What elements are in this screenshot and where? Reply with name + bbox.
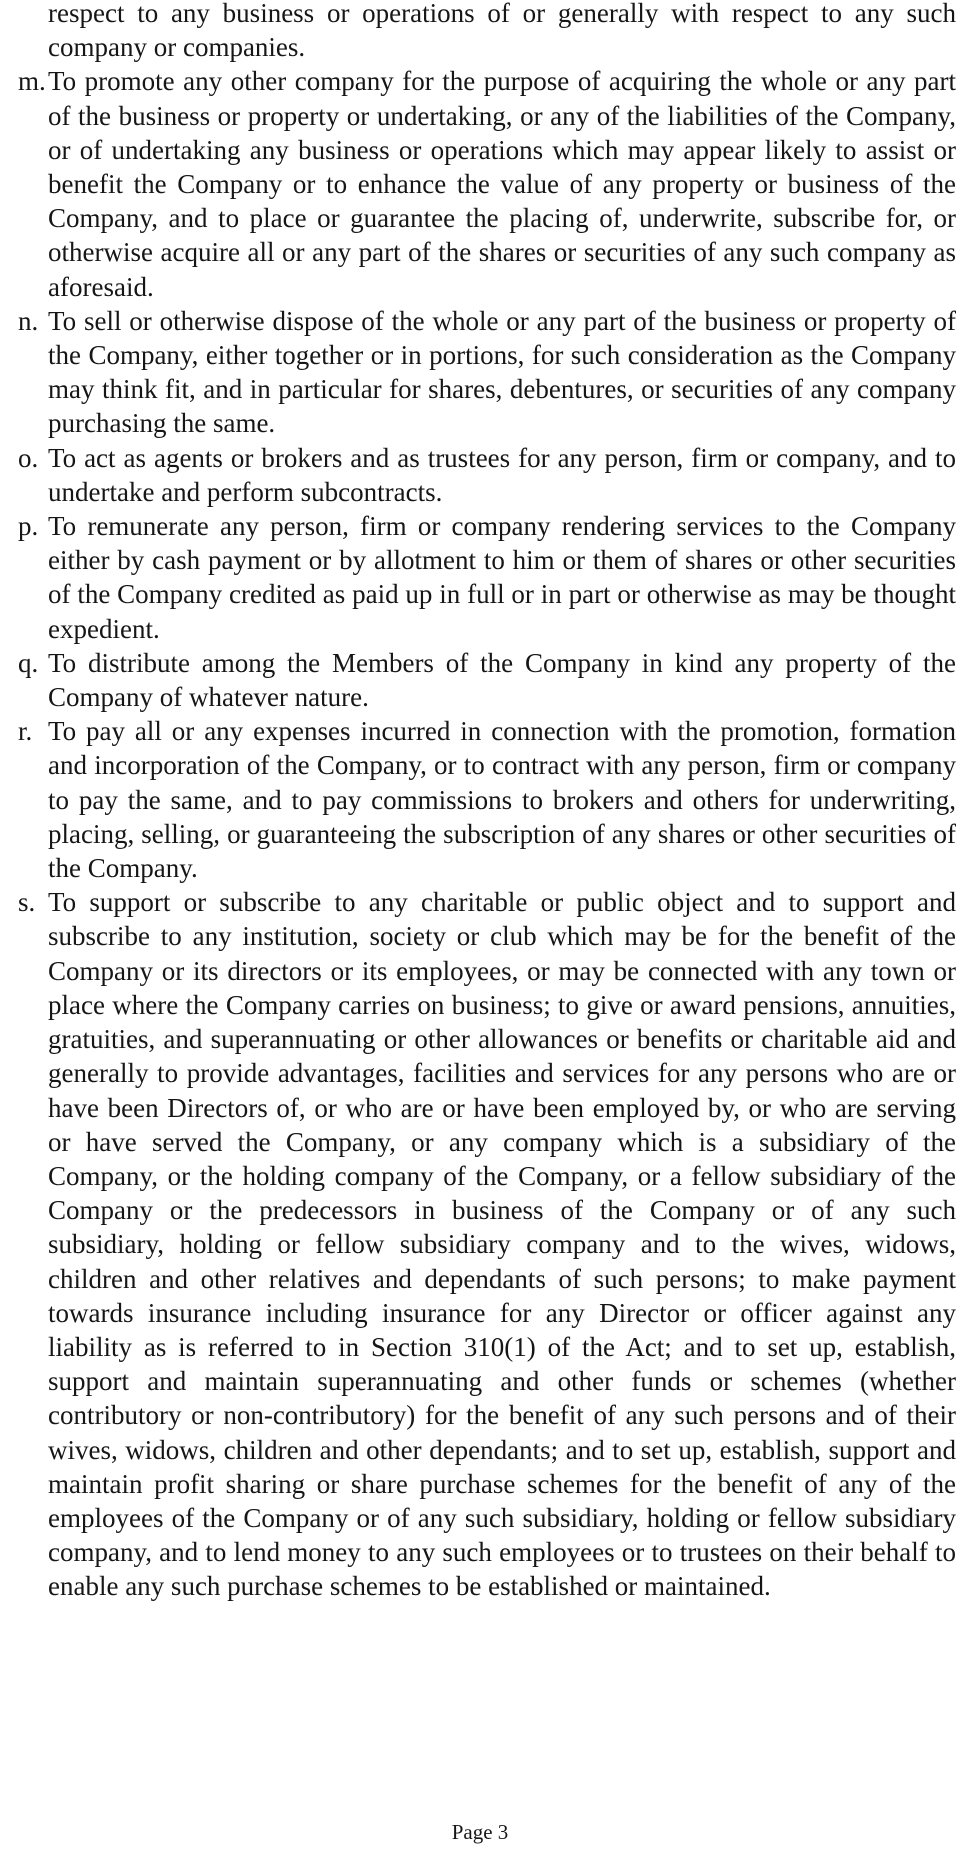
clause-text: To remunerate any person, firm or company rendering services to the Company either by cash payment or by allotment to him or them of shares or other securities of the Company credited as paid up in full or in part or otherwise as may be thought expedient. (48, 511, 956, 644)
clause-n (18, 304, 956, 441)
clause-m (18, 64, 956, 303)
clause-text: To sell or otherwise dispose of the whole or any part of the business or property of the Company, either together or in portions, for such consideration as the Company may think fit, and in particular for shares, debentures, or securities of any company purchasing the same. (48, 305, 956, 439)
clause-letter: q. (18, 647, 39, 678)
continuation-paragraph: respect to any business or operations of or generally with respect to any such company or companies. (48, 0, 956, 63)
clause-letter: n. (18, 305, 39, 336)
clause-letter: m. (18, 66, 46, 97)
clause-letter: p. (18, 511, 39, 542)
clause-p (18, 509, 956, 646)
clause-r (18, 714, 956, 885)
clause-text: To support or subscribe to any charitable or public object and to support and subscribe to any institution, society or club which may be for the benefit of the Company or its directors or its employees, or may be connected with any town or place where the Company carries on business; to give or award pensions, annuities, gratuities, and superannuating or other allowances or benefits or charitable aid and generally to provide advantages, facilities and services for any persons who are or have been Directors of, or who are or have been employed by, or who are serving or have served the Company, or any company which is a subsidiary of the Company, or the holding company of the Company, or a fellow subsidiary of the Company or the predecessors in business of the Company or of any such subsidiary, holding or fellow subsidiary company and to the wives, widows, children and other relatives and dependants of such persons; to make payment towards insurance including insurance for any Director or officer against any liability as is referred to in Section 310(1) of the Act; and to set up, establish, support and maintain superannuating and other funds or schemes (whether contributory or non-contributory) for the benefit of any such persons and of their wives, widows, children and other dependants; and to set up, establish, support and maintain profit sharing or share purchase schemes for the benefit of any of the employees of the Company or of any such subsidiary, holding or fellow subsidiary company, and to lend money to any such employees or to trustees on their behalf to enable any such purchase schemes to be established or maintained. (48, 887, 956, 1602)
clause-text: To promote any other company for the purpose of acquiring the whole or any part of the business or property or undertaking, or any of the liabilities of the Company, or of undertaking any business or operations which may appear likely to assist or benefit the Company or to enhance the value of any property or business of the Company, and to place or guarantee the placing of, underwrite, subscribe for, or otherwise acquire all or any part of the shares or securities of any such company as aforesaid. (48, 66, 956, 302)
clause-q (18, 646, 956, 714)
clause-s (18, 885, 956, 1603)
clause-letter: o. (18, 442, 39, 473)
clause-letter: r. (18, 716, 33, 747)
page-number: Page 3 (451, 1820, 509, 1844)
clause-text: To act as agents or brokers and as trustees for any person, firm or company, and to undertake and perform subcontracts. (48, 442, 956, 507)
clause-text: To pay all or any expenses incurred in connection with the promotion, formation and incorporation of the Company, or to contract with any person, firm or company to pay the same, and to pay commissions to brokers and others for underwriting, placing, selling, or guaranteeing the subscription of any shares or other securities of the Company. (48, 716, 956, 884)
clause-letter: s. (18, 887, 36, 918)
clause-o (18, 441, 956, 509)
clause-text: To distribute among the Members of the Company in kind any property of the Company of whatever nature. (48, 647, 956, 713)
page-body (18, 0, 956, 1604)
